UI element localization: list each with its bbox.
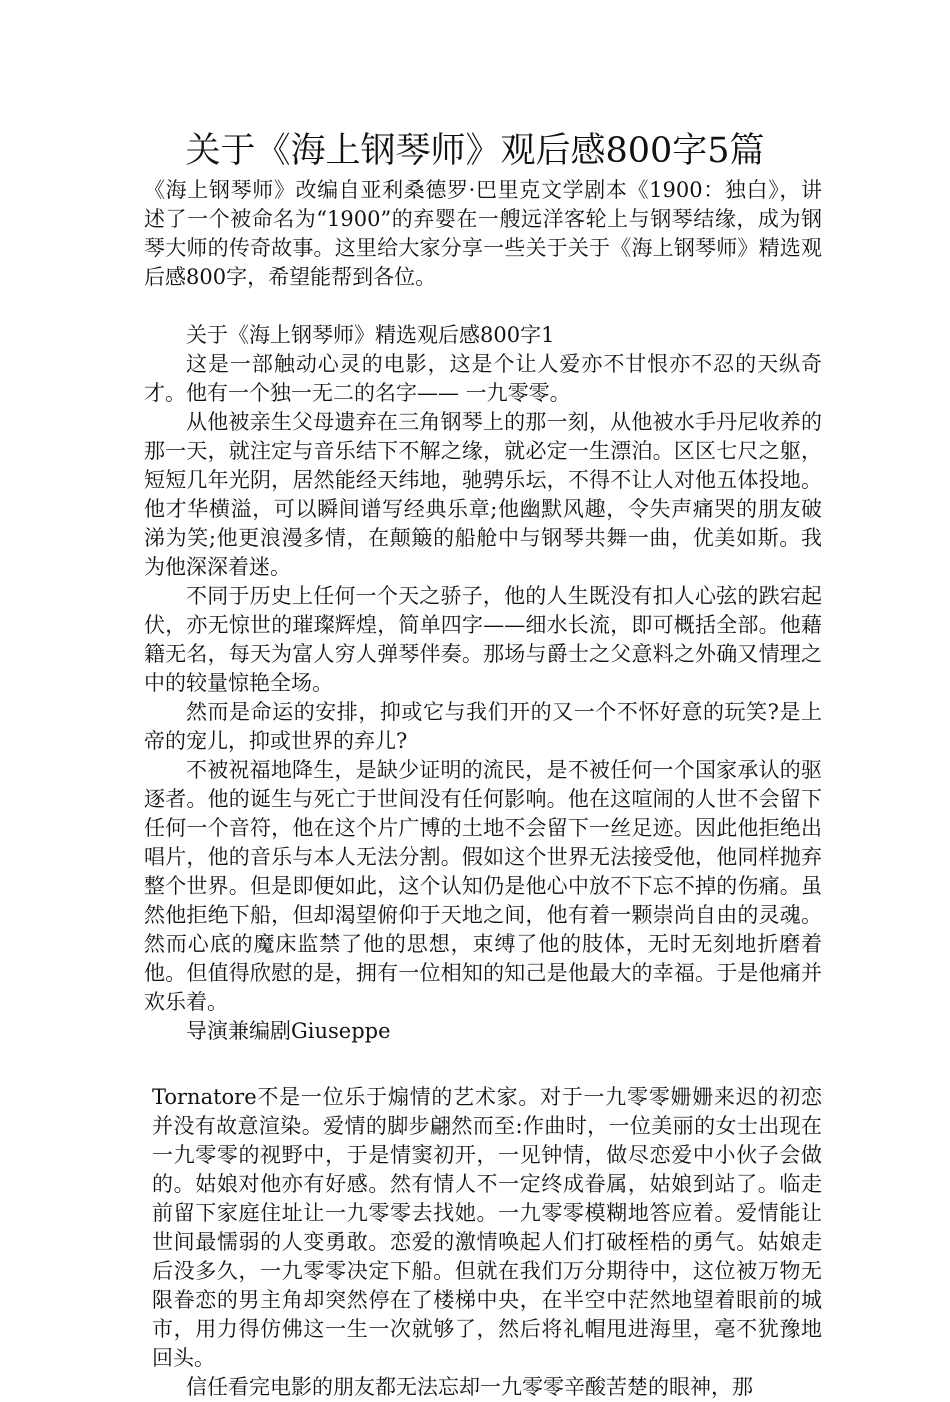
document-title: 关于《海上钢琴师》观后感800字5篇 <box>185 131 765 171</box>
body-paragraph-8: 信任看完电影的朋友都无法忘却一九零零辛酸苦楚的眼神，那 <box>186 1375 753 1399</box>
spacer <box>144 1046 822 1083</box>
body-paragraph-7: Tornatore不是一位乐于煽情的艺术家。对于一九零零姗姗来迟的初恋并没有故意渲染。爱情的脚步翩然而至:作曲时，一位美丽的女士出现在一九零零的视野中，于是情窦初开，一见钟情，做尽恋爱中小伙子会做的。姑娘对他亦有好感。然有情人不一定终成眷属，姑娘到站了。临走前留下家庭住址让一九零零去找她。一九零零模糊地答应着。爱情能让世间最懦弱的人变勇敢。恋爱的激情唤起人们打破桎梏的勇气。姑娘走后没多久，一九零零决定下船。但就在我们万分期待中，这位被万物无限眷恋的男主角却突然停在了楼梯中央，在半空中茫然地望着眼前的城市，用力得仿佛这一生一次就够了，然后将礼帽甩进海里，毫不犹豫地回头。 <box>152 1085 822 1370</box>
section-heading: 关于《海上钢琴师》精选观后感800字1 <box>186 323 555 347</box>
document-body <box>144 176 822 1402</box>
spacer <box>144 292 822 321</box>
intro-paragraph: 《海上钢琴师》改编自亚利桑德罗·巴里克文学剧本《1900：独白》，讲述了一个被命名为“1900”的弃婴在一艘远洋客轮上与钢琴结缘，成为钢琴大师的传奇故事。这里给大家分享一些关于关于《海上钢琴师》精选观后感800字，希望能帮到各位。 <box>144 178 822 289</box>
body-paragraph-3: 不同于历史上任何一个天之骄子，他的人生既没有扣人心弦的跌宕起伏，亦无惊世的璀璨辉煌，简单四字——细水长流，即可概括全部。他藉籍无名，每天为富人穷人弹琴伴奏。那场与爵士之父意料之外确又情理之中的较量惊艳全场。 <box>144 584 822 695</box>
body-paragraph-1: 这是一部触动心灵的电影，这是个让人爱亦不甘恨亦不忍的天纵奇才。他有一个独一无二的名字—— 一九零零。 <box>144 352 822 405</box>
body-paragraph-4: 然而是命运的安排，抑或它与我们开的又一个不怀好意的玩笑?是上帝的宠儿，抑或世界的弃儿? <box>144 700 822 753</box>
body-paragraph-6: 导演兼编剧Giuseppe <box>186 1019 391 1043</box>
body-paragraph-2: 从他被亲生父母遗弃在三角钢琴上的那一刻，从他被水手丹尼收养的那一天，就注定与音乐结下不解之缘，就必定一生漂泊。区区七尺之躯，短短几年光阴，居然能经天纬地，驰骋乐坛，不得不让人对他五体投地。他才华横溢，可以瞬间谱写经典乐章;他幽默风趣，令失声痛哭的朋友破涕为笑;他更浪漫多情，在颠簸的船舱中与钢琴共舞一曲，优美如斯。我为他深深着迷。 <box>144 410 822 579</box>
body-paragraph-5: 不被祝福地降生，是缺少证明的流民，是不被任何一个国家承认的驱逐者。他的诞生与死亡于世间没有任何影响。他在这喧闹的人世不会留下任何一个音符，他在这个片广博的土地不会留下一丝足迹。因此他拒绝出唱片，他的音乐与本人无法分割。假如这个世界无法接受他，他同样抛弃整个世界。但是即便如此，这个认知仍是他心中放不下忘不掉的伤痛。虽然他拒绝下船，但却渴望俯仰于天地之间，他有着一颗崇尚自由的灵魂。然而心底的魔床监禁了他的思想，束缚了他的肢体，无时无刻地折磨着他。但值得欣慰的是，拥有一位相知的知己是他最大的幸福。于是他痛并欢乐着。 <box>144 758 822 1014</box>
